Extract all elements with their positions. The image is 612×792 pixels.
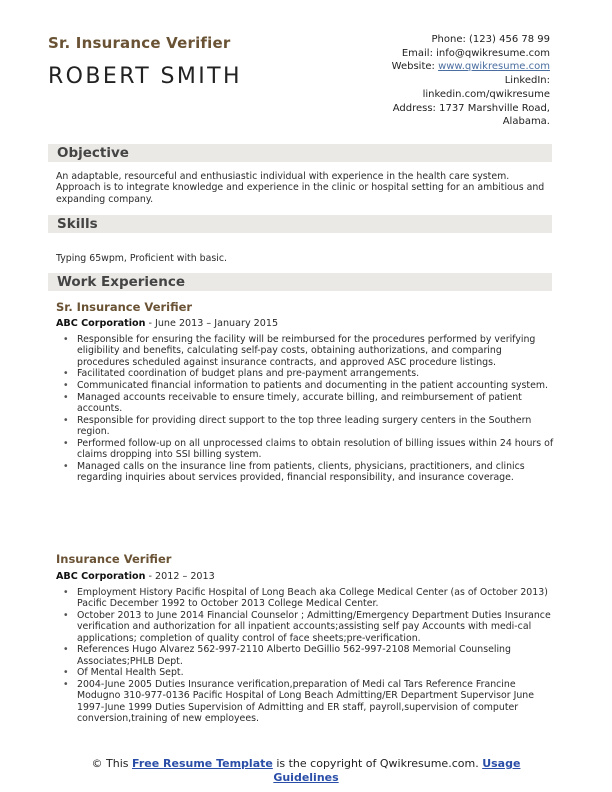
free-resume-template-link[interactable]: Free Resume Template: [132, 757, 273, 770]
job-2-bullets: [60, 587, 556, 725]
contact-email: Email: info@qwikresume.com: [401, 47, 550, 59]
usage-guidelines-link[interactable]: Usage: [482, 757, 521, 770]
list-item: • Responsible for ensuring the facility will be reimbursed for the procedures performed by verifying eligibility and benefits, calculating self-pay costs, obtaining authorizations, and comparing procedures scheduled against insurance contracts, and approved ASC procedure listings.: [60, 334, 556, 368]
footer-prefix: © This: [91, 757, 133, 770]
resume-header: [48, 34, 242, 89]
skills-heading: Skills: [57, 216, 98, 232]
list-item: • October 2013 to June 2014 Financial Counselor ; Admitting/Emergency Department Duties Insurance verification and authorization for all inpatient accounts;assisting self pay Accounts with medi-cal applications; completion of quality control of face sheets;pre-verification.: [60, 610, 556, 644]
job-1-title: Sr. Insurance Verifier: [56, 300, 193, 314]
list-item: • 2004-June 2005 Duties Insurance verification,preparation of Medi cal Tars Reference Francine Modugno 310-977-0136 Pacific Hospital of Long Beach Admitting/ER Department Supervisor June 1997-June 1999 Duties Supervision of Admitting and ER staff, payroll,supervision of computer conversion,training of new employees.: [60, 679, 556, 725]
objective-heading: Objective: [57, 145, 129, 161]
contact-address-state: Alabama.: [502, 116, 550, 128]
footer-copyright: [0, 757, 612, 784]
contact-linkedin-label: LinkedIn:: [504, 75, 550, 87]
list-item: • References Hugo Alvarez 562-997-2110 Alberto DeGillio 562-997-2108 Memorial Counseling Associates;PHLB Dept.: [60, 644, 556, 667]
skills-section-bar: [48, 215, 552, 233]
job-2-company: ABC Corporation: [56, 571, 146, 582]
candidate-name: ROBERT SMITH: [48, 64, 242, 89]
usage-guidelines-link-continued[interactable]: Guidelines: [273, 770, 339, 784]
list-item: • Responsible for providing direct support to the top three leading surgery centers in the Southern region.: [60, 415, 556, 438]
contact-address: Address: 1737 Marshville Road,: [392, 102, 550, 114]
list-item: • Facilitated coordination of budget plans and pre-payment arrangements.: [60, 368, 556, 379]
website-label: Website:: [391, 61, 439, 73]
job-2-dates: - 2012 – 2013: [145, 571, 215, 582]
list-item: • Of Mental Health Sept.: [60, 667, 556, 678]
list-item: • Managed calls on the insurance line from patients, clients, physicians, practitioners, and clinics regarding inquiries about services provided, financial responsibility, and insurance coverage.: [60, 461, 556, 484]
list-item: • Communicated financial information to patients and documenting in the patient accounting system.: [60, 380, 556, 391]
list-item: • Employment History Pacific Hospital of Long Beach aka College Medical Center (as of October 2013) Pacific December 1992 to October 2013 College Medical Center.: [60, 587, 556, 610]
job-1-bullets: [60, 334, 556, 484]
job-2-title: Insurance Verifier: [56, 552, 172, 566]
contact-linkedin: linkedin.com/qwikresume: [422, 88, 550, 100]
experience-section-bar: [48, 273, 552, 291]
job-1-company-line: [56, 318, 278, 329]
job-title: Sr. Insurance Verifier: [48, 34, 231, 52]
contact-block: [350, 33, 550, 129]
skills-text: Typing 65wpm, Proficient with basic.: [56, 253, 227, 264]
contact-phone: Phone: (123) 456 78 99: [431, 34, 550, 45]
experience-heading: Work Experience: [57, 274, 185, 290]
job-2-company-line: [56, 571, 215, 582]
website-link[interactable]: www.qwikresume.com: [438, 61, 550, 73]
footer-middle: is the copyright of Qwikresume.com.: [272, 757, 483, 770]
objective-text: An adaptable, resourceful and enthusiastic individual with experience in the health care system. Approach is to integrate knowledge and experience in the clinic or hospital setting for an ambitious and expanding company.: [56, 171, 545, 205]
objective-section-bar: [48, 144, 552, 162]
list-item: • Managed accounts receivable to ensure timely, accurate billing, and reimbursement of patient accounts.: [60, 392, 556, 415]
job-1-company: ABC Corporation: [56, 318, 146, 329]
contact-website: [350, 60, 550, 74]
job-1-dates: - June 2013 – January 2015: [145, 318, 279, 329]
list-item: • Performed follow-up on all unprocessed claims to obtain resolution of billing issues within 24 hours of claims dropping into SSI billing system.: [60, 438, 556, 461]
